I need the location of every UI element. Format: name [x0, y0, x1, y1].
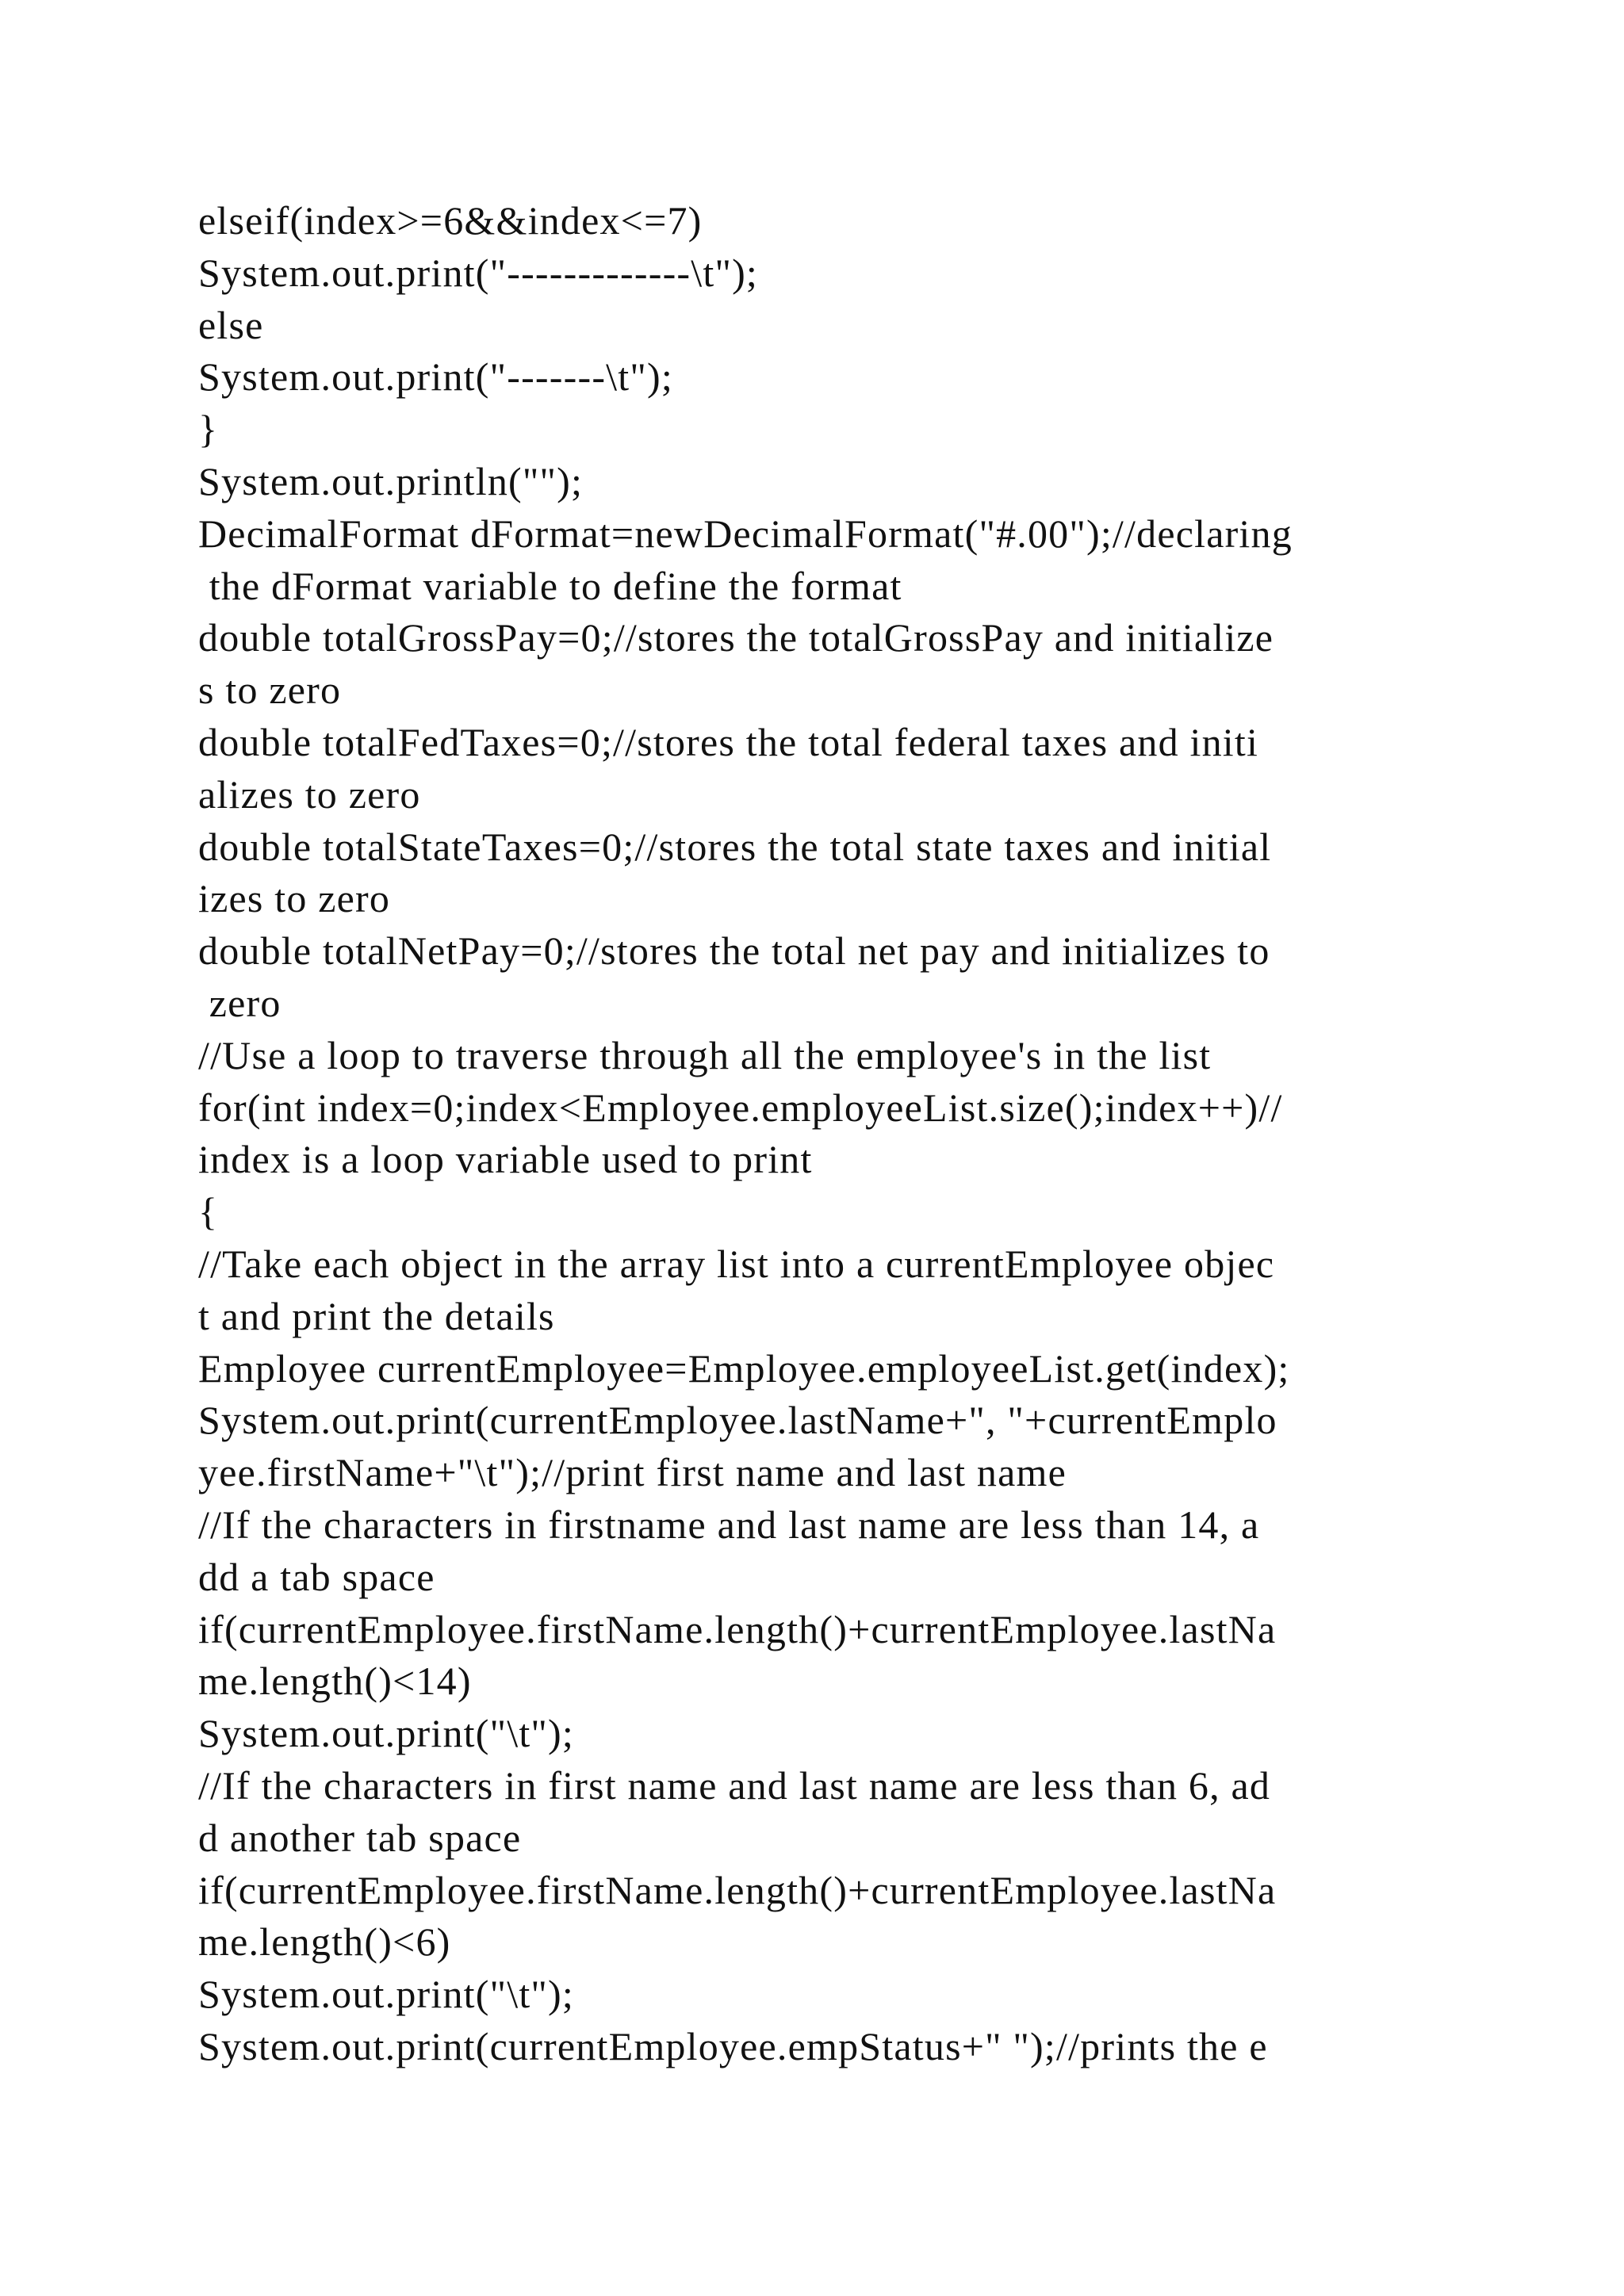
text-line: {	[198, 1189, 219, 1234]
text-line: dd a tab space	[198, 1554, 435, 1599]
text-line: double totalGrossPay=0;//stores the totalGrossPay and initialize	[198, 615, 1274, 660]
text-line: System.out.println("");	[198, 458, 584, 503]
text-line: System.out.print("-------------\t");	[198, 250, 759, 295]
text-line: //If the characters in firstname and last name are less than 14, a	[198, 1502, 1260, 1547]
text-line: yee.firstName+"\t");//print first name and last name	[198, 1450, 1067, 1495]
text-line: if(currentEmployee.firstName.length()+currentEmployee.lastNa	[198, 1867, 1277, 1912]
text-line: me.length()<6)	[198, 1919, 451, 1965]
text-line: izes to zero	[198, 876, 391, 921]
text-line: if(currentEmployee.firstName.length()+currentEmployee.lastNa	[198, 1606, 1277, 1651]
text-line: alizes to zero	[198, 771, 421, 817]
code-text-block	[198, 195, 1467, 2073]
text-line: else	[198, 302, 264, 347]
text-line: System.out.print(currentEmployee.empStatus+" ");//prints the e	[198, 2023, 1268, 2068]
text-line: //Use a loop to traverse through all the employee's in the list	[198, 1032, 1212, 1077]
text-line: elseif(index>=6&&index<=7)	[198, 198, 703, 243]
text-line: me.length()<14)	[198, 1659, 472, 1704]
text-line: System.out.print("-------\t");	[198, 354, 673, 400]
text-line: //If the characters in first name and last name are less than 6, ad	[198, 1762, 1271, 1808]
text-line: zero	[198, 980, 282, 1025]
text-line: }	[198, 407, 219, 452]
text-line: Employee currentEmployee=Employee.employeeList.get(index);	[198, 1345, 1290, 1391]
text-line: System.out.print(currentEmployee.lastName+", "+currentEmplo	[198, 1398, 1277, 1443]
text-line: //Take each object in the array list into a currentEmployee objec	[198, 1241, 1275, 1286]
text-line: DecimalFormat dFormat=newDecimalFormat("#.00");//declaring	[198, 511, 1293, 556]
text-line: System.out.print("\t");	[198, 1711, 574, 1756]
text-line: the dFormat variable to define the format	[198, 563, 902, 608]
text-line: for(int index=0;index<Employee.employeeList.size();index++)//	[198, 1085, 1283, 1130]
text-line: System.out.print("\t");	[198, 1972, 574, 2017]
text-line: double totalStateTaxes=0;//stores the total state taxes and initial	[198, 824, 1272, 869]
text-line: d another tab space	[198, 1815, 522, 1860]
text-line: double totalFedTaxes=0;//stores the total federal taxes and initi	[198, 719, 1259, 764]
text-line: index is a loop variable used to print	[198, 1137, 813, 1182]
text-line: t and print the details	[198, 1293, 555, 1338]
text-line: double totalNetPay=0;//stores the total net pay and initializes to	[198, 928, 1270, 974]
text-line: s to zero	[198, 668, 342, 713]
